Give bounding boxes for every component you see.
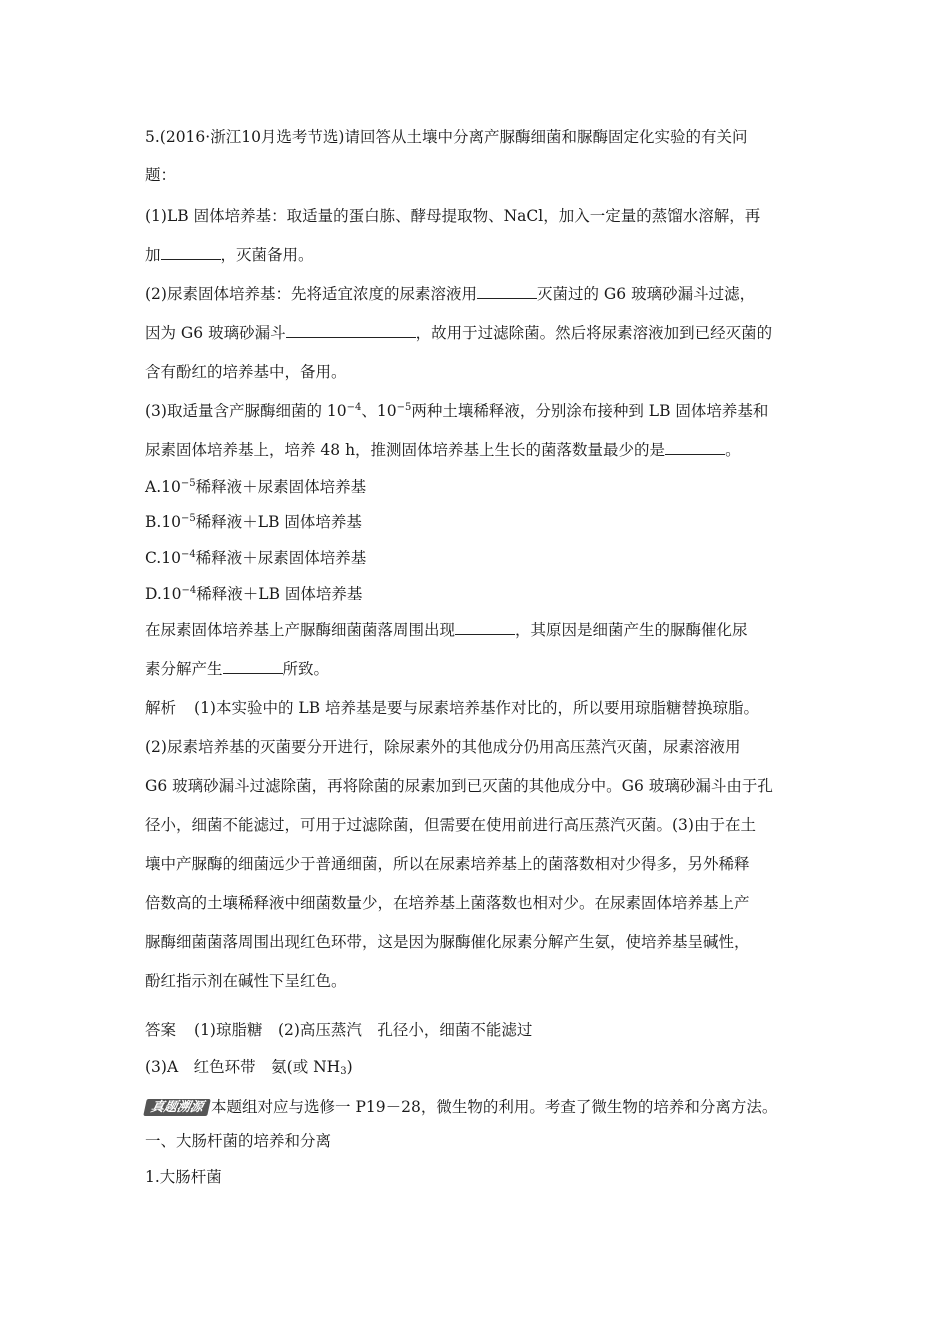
source-line: 真题溯源 本题组对应与选修一 P19－28，微生物的利用。考查了微生物的培养和分离方法。 [145, 1097, 777, 1117]
question-stem-line: 题： [145, 166, 177, 184]
section-heading: 一、大肠杆菌的培养和分离 [145, 1132, 332, 1150]
part-1-line: 加 ，灭菌备用。 [145, 246, 314, 264]
answer-blank [161, 245, 221, 260]
answer-blank [223, 659, 283, 674]
part-4-line: 素分解产生 所致。 [145, 660, 330, 678]
answer-blank [455, 620, 515, 635]
part-1-line: (1)LB 固体培养基：取适量的蛋白胨、酵母提取物、NaCl，加入一定量的蒸馏水溶解，再 [145, 207, 761, 225]
option-d: $D.10^{-4}$稀释液＋LB 固体培养基 [145, 585, 363, 603]
option-b: $B.10^{-5}$稀释液＋LB 固体培养基 [145, 513, 362, 531]
answer-label: 答案 [145, 1021, 177, 1039]
source-badge: 真题溯源 [143, 1099, 211, 1116]
part-2-line: 因为 G6 玻璃砂漏斗 ，故用于过滤除菌。然后将尿素溶液加到已经灭菌的 [145, 324, 773, 342]
analysis-line: 径小，细菌不能滤过，可用于过滤除菌，但需要在使用前进行高压蒸汽灭菌。(3)由于在土 [145, 816, 756, 834]
part-2-line: 含有酚红的培养基中，备用。 [145, 363, 347, 381]
answer-blank [665, 440, 725, 455]
part-3-line: 尿素固体培养基上，培养 48 h，推测固体培养基上生长的菌落数量最少的是 。 [145, 441, 741, 459]
part-4-line: 在尿素固体培养基上产脲酶细菌菌落周围出现 ，其原因是细菌产生的脲酶催化尿 [145, 621, 748, 639]
answer-blank [477, 284, 537, 299]
part-3-line: (3)取适量含产脲酶细菌的 $10^{-4}$、$10^{-5}$两种土壤稀释液，分别涂布接种到 LB 固体培养基和 [145, 402, 769, 420]
answer-line: (3)A 红色环带 氨(或 $NH_3$) [145, 1058, 353, 1077]
answer-line: 答案 (1)琼脂糖 (2)高压蒸汽 孔径小，细菌不能滤过 [145, 1021, 533, 1039]
analysis-line: 倍数高的土壤稀释液中细菌数量少，在培养基上菌落数也相对少。在尿素固体培养基上产 [145, 894, 750, 912]
subsection-heading: 1.大肠杆菌 [145, 1168, 222, 1186]
analysis-line: (2)尿素培养基的灭菌要分开进行，除尿素外的其他成分仍用高压蒸汽灭菌，尿素溶液用 [145, 738, 741, 756]
option-c: $C.10^{-4}$稀释液＋尿素固体培养基 [145, 549, 367, 567]
answer-blank [286, 323, 416, 338]
analysis-line: 酚红指示剂在碱性下呈红色。 [145, 972, 347, 990]
part-2-line: (2)尿素固体培养基：先将适宜浓度的尿素溶液用 灭菌过的 G6 玻璃砂漏斗过滤， [145, 285, 756, 303]
analysis-line: G6 玻璃砂漏斗过滤除菌，再将除菌的尿素加到已灭菌的其他成分中。G6 玻璃砂漏斗由于孔 [145, 777, 773, 795]
analysis-label: 解析 [145, 699, 177, 717]
analysis-line: 解析 (1)本实验中的 LB 培养基是要与尿素培养基作对比的，所以要用琼脂糖替换琼脂。 [145, 699, 760, 717]
analysis-line: 脲酶细菌菌落周围出现红色环带，这是因为脲酶催化尿素分解产生氨，使培养基呈碱性， [145, 933, 750, 951]
option-a: $A.10^{-5}$稀释液＋尿素固体培养基 [145, 478, 367, 496]
question-stem-line: 5.(2016·浙江10月选考节选)请回答从土壤中分离产脲酶细菌和脲酶固定化实验的有关问 [145, 128, 748, 146]
analysis-line: 壤中产脲酶的细菌远少于普通细菌，所以在尿素培养基上的菌落数相对少得多，另外稀释 [145, 855, 750, 873]
